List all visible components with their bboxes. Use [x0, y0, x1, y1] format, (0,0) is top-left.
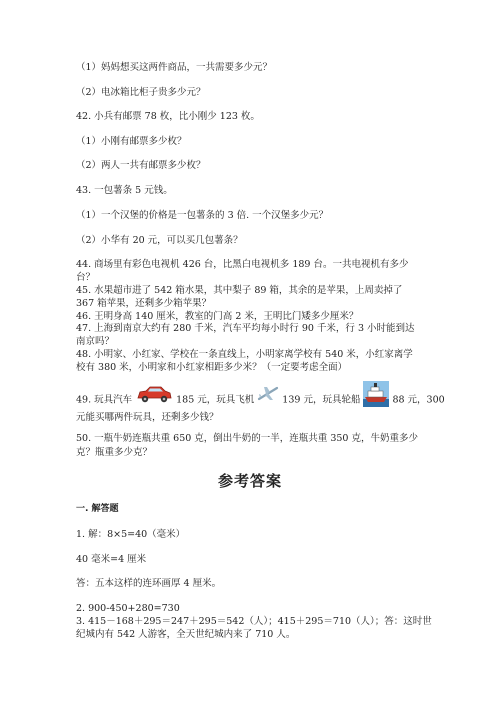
question-43-sub-2: （2）小华有 20 元，可以买几包薯条？	[76, 235, 243, 246]
question-44-line-1: 44. 商场里有彩色电视机 426 台，比黑白电视机多 189 台。一共电视机有多少	[76, 259, 409, 270]
question-49-part-d: 88 元，300	[392, 394, 445, 406]
question-42-sub-1: （1）小刚有邮票多少枚？	[76, 136, 187, 147]
question-49-part-b: 185 元，玩具飞机	[176, 394, 255, 406]
question-50-line-1: 50. 一瓶牛奶连瓶共重 650 克，倒出牛奶的一半，连瓶共重 350 克，牛奶重多少	[76, 433, 418, 444]
question-49-line-1	[76, 381, 445, 409]
answer-3-line-1: 3. 415－168＋295＝247＋295＝542（人）；415＋295＝710（人）；答：这时世	[76, 616, 432, 627]
question-50-line-2: 克？瓶重多少克？	[76, 447, 153, 458]
question-43: 43. 一包薯条 5 元钱。	[76, 185, 173, 196]
answer-1-line-1: 1. 解：8×5=40（毫米）	[76, 529, 186, 540]
answers-section-heading: 一. 解答题	[76, 504, 119, 514]
answer-2: 2. 900-450+280=730	[76, 603, 180, 614]
question-41-sub-1: （1）妈妈想买这两件商品，一共需要多少元？	[76, 62, 273, 73]
answer-1-line-3: 答：五本这样的连环画厚 4 厘米。	[76, 578, 222, 589]
question-48-line-1: 48. 小明家、小红家、学校在一条直线上，小明家离学校有 540 米，小红家离学	[76, 349, 413, 360]
question-49-line-2: 元能买哪两件玩具，还剩多少钱？	[76, 412, 219, 423]
answer-3-line-2: 纪城内有 542 人游客，全天世纪城内来了 710 人。	[76, 629, 296, 640]
question-44-line-2: 台？	[76, 272, 96, 283]
toy-plane-icon	[257, 384, 279, 416]
answer-1-line-2: 40 毫米=4 厘米	[76, 554, 147, 565]
question-42-sub-2: （2）两人一共有邮票多少枚？	[76, 160, 206, 171]
question-41-sub-2: （2）电冰箱比柜子贵多少元？	[76, 87, 206, 98]
question-43-sub-1: （1）一个汉堡的价格是一包薯条的 3 倍. 一个汉堡多少元？	[76, 210, 329, 221]
question-49-part-c: 139 元，玩具轮船	[282, 394, 361, 406]
question-49-part-a: 49. 玩具汽车	[76, 394, 133, 406]
question-45-line-1: 45. 水果超市进了 542 箱水果，其中梨子 89 箱，其余的是苹果，上周卖掉了	[76, 285, 403, 296]
question-42: 42. 小兵有邮票 78 枚，比小刚少 123 枚。	[76, 111, 260, 122]
question-47-line-2: 南京吗？	[76, 336, 115, 347]
question-45-line-2: 367 箱苹果，还剩多少箱苹果？	[76, 298, 212, 309]
answers-title: 参考答案	[217, 472, 282, 490]
toy-ship-icon	[363, 381, 389, 419]
question-46: 46. 王明身高 140 厘米，教室的门高 2 米，王明比门矮多少厘米？	[76, 311, 359, 322]
question-48-line-2: 校有 380 米，小明家和小红家相距多少米？（一定要考虑全面）	[76, 362, 348, 373]
question-47-line-1: 47. 上海到南京大约有 280 千米，汽车平均每小时行 90 千米，行 3 小时能到达	[76, 323, 415, 334]
